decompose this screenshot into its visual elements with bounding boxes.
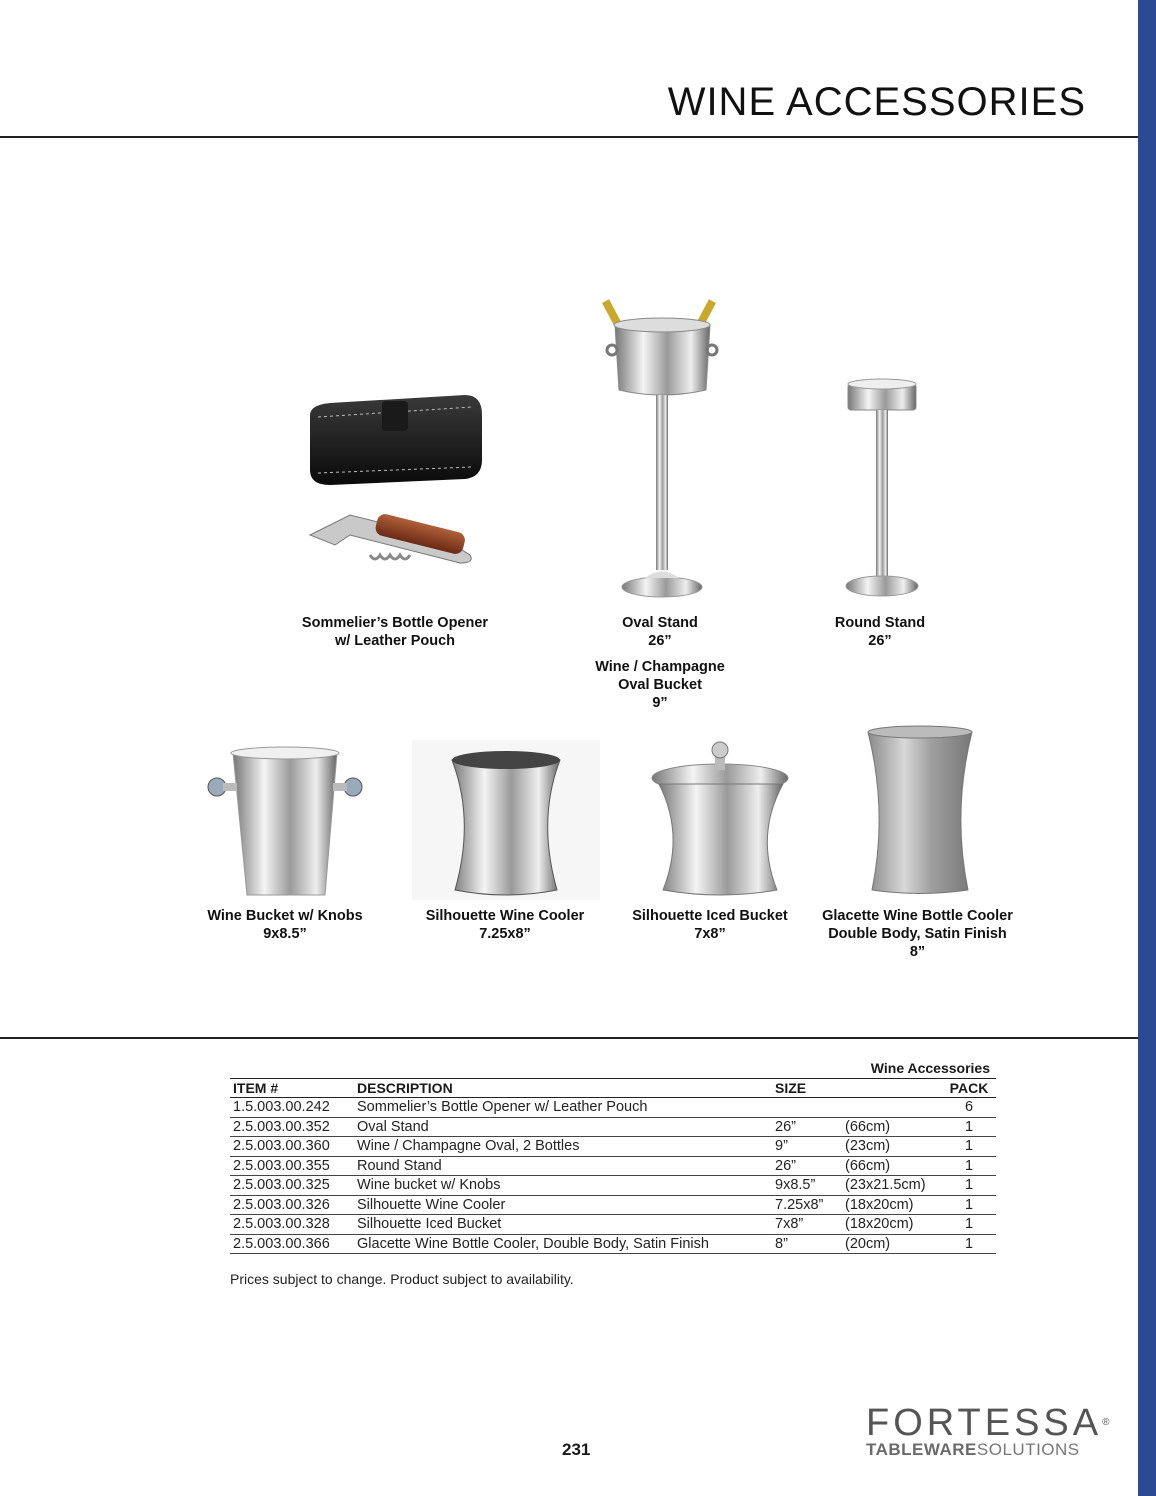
cell-description: Glacette Wine Bottle Cooler, Double Body, Satin Finish <box>354 1234 772 1254</box>
cell-size: 8” <box>772 1234 842 1254</box>
cell-description: Silhouette Iced Bucket <box>354 1215 772 1235</box>
caption-line: Round Stand <box>834 615 926 631</box>
header-description: DESCRIPTION <box>354 1079 772 1098</box>
caption-line: 26” <box>648 633 672 649</box>
table-row <box>230 1156 996 1176</box>
cell-size: 26” <box>772 1117 842 1137</box>
caption-line: w/ Leather Pouch <box>334 633 456 649</box>
cell-size <box>772 1098 842 1118</box>
caption-line: 7x8” <box>694 926 726 942</box>
cell-item: 2.5.003.00.328 <box>230 1215 354 1235</box>
cell-pack: 1 <box>942 1234 996 1254</box>
cell-item: 2.5.003.00.326 <box>230 1195 354 1215</box>
caption-line: 7.25x8” <box>479 926 531 942</box>
cell-size: 7x8” <box>772 1215 842 1235</box>
silhouette-wine-cooler-image <box>412 740 600 900</box>
cell-size: 26” <box>772 1156 842 1176</box>
caption-sommelier-opener <box>260 614 530 650</box>
caption-silhouette-wine-cooler <box>410 907 600 943</box>
price-table-section <box>230 1060 996 1254</box>
cell-pack: 1 <box>942 1176 996 1196</box>
logo-wordmark <box>866 1402 1114 1444</box>
caption-line: Wine / Champagne <box>595 659 725 675</box>
table-row <box>230 1215 996 1235</box>
cell-description: Oval Stand <box>354 1117 772 1137</box>
brand-logo <box>866 1402 1114 1460</box>
cell-metric: (18x20cm) <box>842 1195 942 1215</box>
logo-tagline-light: SOLUTIONS <box>976 1440 1080 1459</box>
caption-line: Oval Bucket <box>618 677 702 693</box>
wine-bucket-image <box>205 745 365 905</box>
header-divider <box>0 136 1138 138</box>
cell-pack: 1 <box>942 1215 996 1235</box>
table-header-row <box>230 1079 996 1098</box>
silhouette-iced-bucket-image <box>645 740 795 900</box>
header-pack: PACK <box>942 1079 996 1098</box>
cell-metric: (20cm) <box>842 1234 942 1254</box>
logo-tagline <box>866 1440 1086 1460</box>
caption-line: Glacette Wine Bottle Cooler <box>822 908 1013 924</box>
caption-line: Silhouette Iced Bucket <box>632 908 788 924</box>
caption-line: 9x8.5” <box>263 926 307 942</box>
cell-size: 9x8.5” <box>772 1176 842 1196</box>
cell-metric: (18x20cm) <box>842 1215 942 1235</box>
caption-wine-bucket <box>190 907 380 943</box>
cell-item: 2.5.003.00.352 <box>230 1117 354 1137</box>
cell-item: 2.5.003.00.360 <box>230 1137 354 1157</box>
caption-line: Wine Bucket w/ Knobs <box>207 908 363 924</box>
caption-line: 26” <box>868 633 892 649</box>
caption-line: Oval Stand <box>622 615 698 631</box>
table-row <box>230 1234 996 1254</box>
cell-pack: 1 <box>942 1156 996 1176</box>
cell-metric: (66cm) <box>842 1156 942 1176</box>
cell-description: Sommelier’s Bottle Opener w/ Leather Pouch <box>354 1098 772 1118</box>
caption-glacette-cooler <box>805 907 1030 961</box>
header-size: SIZE <box>772 1079 842 1098</box>
caption-silhouette-iced-bucket <box>615 907 805 943</box>
cell-description: Round Stand <box>354 1156 772 1176</box>
table-title: Wine Accessories <box>870 1060 990 1076</box>
page-title: WINE ACCESSORIES <box>667 80 1086 124</box>
caption-line: 8” <box>909 944 926 960</box>
caption-line: Sommelier’s Bottle Opener <box>301 615 489 631</box>
cell-pack: 1 <box>942 1117 996 1137</box>
logo-tagline-bold: TABLEWARE <box>866 1440 977 1459</box>
table-row <box>230 1098 996 1118</box>
oval-stand-image <box>600 295 725 600</box>
cell-size: 7.25x8” <box>772 1195 842 1215</box>
side-color-bar <box>1138 0 1156 1496</box>
caption-line: Silhouette Wine Cooler <box>425 908 585 924</box>
cell-description: Wine bucket w/ Knobs <box>354 1176 772 1196</box>
cell-item: 2.5.003.00.325 <box>230 1176 354 1196</box>
cell-item: 2.5.003.00.355 <box>230 1156 354 1176</box>
cell-description: Wine / Champagne Oval, 2 Bottles <box>354 1137 772 1157</box>
logo-registered-mark: ® <box>1102 1417 1114 1428</box>
caption-round-stand <box>800 614 960 650</box>
cell-metric: (23x21.5cm) <box>842 1176 942 1196</box>
glacette-cooler-image <box>860 722 980 897</box>
cell-metric: (23cm) <box>842 1137 942 1157</box>
table-row <box>230 1176 996 1196</box>
table-row <box>230 1195 996 1215</box>
disclaimer-note: Prices subject to change. Product subject to availability. <box>230 1271 574 1287</box>
round-stand-image <box>836 378 928 600</box>
cell-item: 1.5.003.00.242 <box>230 1098 354 1118</box>
caption-line: 9” <box>652 695 668 711</box>
cell-pack: 1 <box>942 1137 996 1157</box>
page-number: 231 <box>562 1440 591 1459</box>
header-item: ITEM # <box>230 1079 354 1098</box>
cell-item: 2.5.003.00.366 <box>230 1234 354 1254</box>
cell-pack: 1 <box>942 1195 996 1215</box>
table-row <box>230 1137 996 1157</box>
header-metric <box>842 1079 942 1098</box>
caption-line: Double Body, Satin Finish <box>828 926 1007 942</box>
cell-pack: 6 <box>942 1098 996 1118</box>
caption-oval-bucket <box>570 658 750 712</box>
cell-metric: (66cm) <box>842 1117 942 1137</box>
sommelier-opener-image <box>290 385 490 595</box>
section-divider <box>0 1037 1138 1039</box>
cell-metric <box>842 1098 942 1118</box>
cell-description: Silhouette Wine Cooler <box>354 1195 772 1215</box>
logo-name: FORTESSA <box>866 1402 1103 1444</box>
price-table <box>230 1078 996 1254</box>
table-row <box>230 1117 996 1137</box>
cell-size: 9” <box>772 1137 842 1157</box>
caption-oval-stand <box>570 614 750 650</box>
